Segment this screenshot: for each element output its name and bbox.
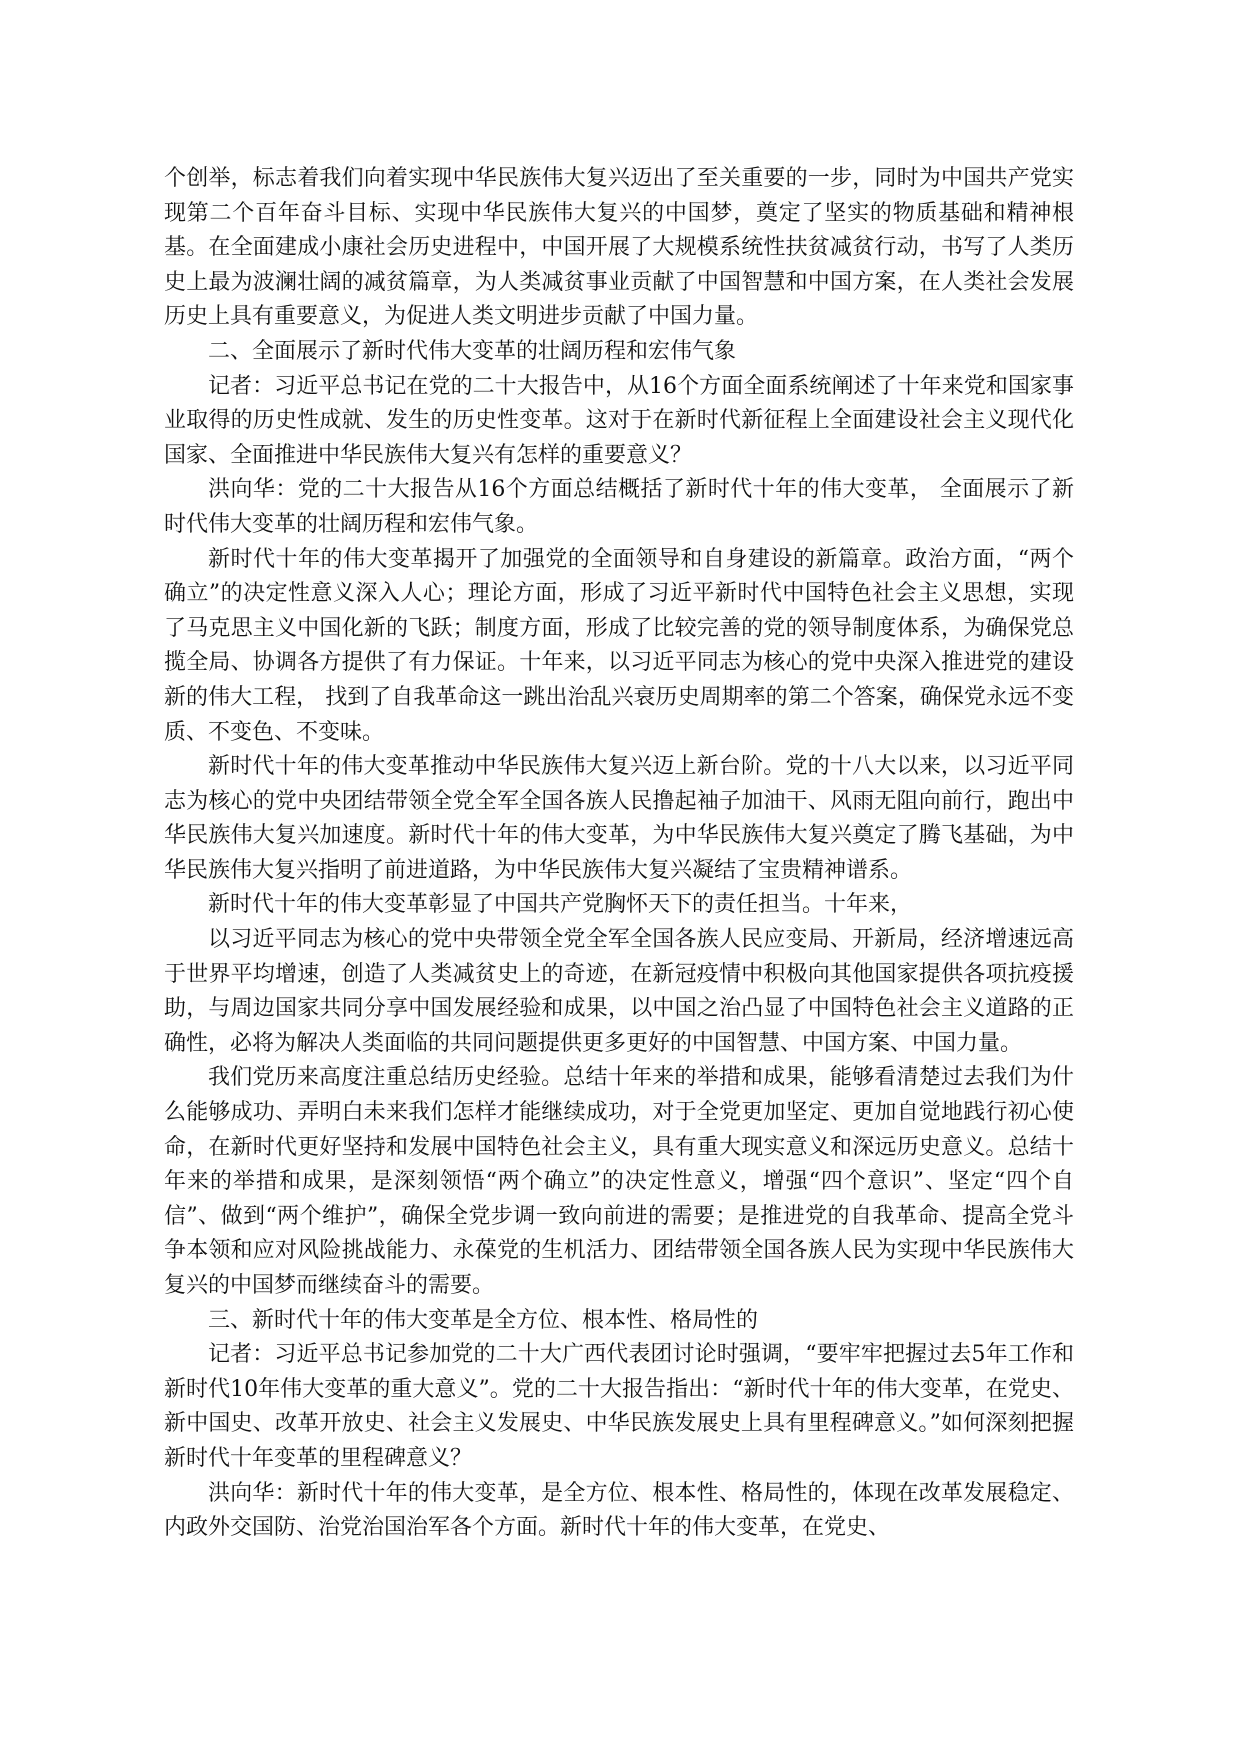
paragraph: 我们党历来高度注重总结历史经验。总结十年来的举措和成果，能够看清楚过去我们为什么能够成功、弄明白未来我们怎样才能继续成功，对于全党更加坚定、更加自觉地践行初心使命，在新时代更好坚持和发展中国特色社会主义，具有重大现实意义和深远历史意义。总结十年来的举措和成果，是深刻领悟“两个确立”的决定性意义，增强“四个意识”、坚定“四个自信”、做到“两个维护”，确保全党步调一致向前进的需要；是推进党的自我革命、提高全党斗争本领和应对风险挑战能力、永葆党的生机活力、团结带领全国各族人民为实现中华民族伟大复兴的中国梦而继续奋斗的需要。	[164, 1065, 1074, 1298]
paragraph: 洪向华：新时代十年的伟大变革，是全方位、根本性、格局性的，体现在改革发展稳定、内政外交国防、治党治国治军各个方面。新时代十年的伟大变革，在党史、	[164, 1480, 1074, 1541]
paragraph: 新时代十年的伟大变革彰显了中国共产党胸怀天下的责任担当。十年来，	[208, 892, 913, 918]
document-page	[164, 162, 1074, 1546]
paragraph: 洪向华：党的二十大报告从16个方面总结概括了新时代十年的伟大变革， 全面展示了新时代伟大变革的壮阔历程和宏伟气象。	[164, 477, 1074, 537]
section-heading: 二、全面展示了新时代伟大变革的壮阔历程和宏伟气象	[208, 338, 737, 364]
paragraph: 新时代十年的伟大变革推动中华民族伟大复兴迈上新台阶。党的十八大以来，以习近平同志为核心的党中央团结带领全党全军全国各族人民撸起袖子加油干、风雨无阻向前行，跑出中华民族伟大复兴加速度。新时代十年的伟大变革，为中华民族伟大复兴奠定了腾飞基础，为中华民族伟大复兴指明了前进道路，为中华民族伟大复兴凝结了宝贵精神谱系。	[164, 754, 1074, 883]
paragraph: 以习近平同志为核心的党中央带领全党全军全国各族人民应变局、开新局，经济增速远高于世界平均增速，创造了人类减贫史上的奇迹，在新冠疫情中积极向其他国家提供各项抗疫援助，与周边国家共同分享中国发展经验和成果，以中国之治凸显了中国特色社会主义道路的正确性，必将为解决人类面临的共同问题提供更多更好的中国智慧、中国方案、中国力量。	[164, 927, 1074, 1056]
paragraph: 记者：习近平总书记在党的二十大报告中，从16个方面全面系统阐述了十年来党和国家事业取得的历史性成就、发生的历史性变革。这对于在新时代新征程上全面建设社会主义现代化国家、全面推进中华民族伟大复兴有怎样的重要意义？	[164, 373, 1074, 468]
section-heading: 三、新时代十年的伟大变革是全方位、根本性、格局性的	[208, 1307, 759, 1333]
paragraph: 个创举，标志着我们向着实现中华民族伟大复兴迈出了至关重要的一步，同时为中国共产党实现第二个百年奋斗目标、实现中华民族伟大复兴的中国梦，奠定了坚实的物质基础和精神根基。在全面建成小康社会历史进程中，中国开展了大规模系统性扶贫减贫行动，书写了人类历史上最为波澜壮阔的减贫篇章，为人类减贫事业贡献了中国智慧和中国方案，在人类社会发展历史上具有重要意义，为促进人类文明进步贡献了中国力量。	[164, 166, 1074, 330]
paragraph: 记者：习近平总书记参加党的二十大广西代表团讨论时强调，“要牢牢把握过去5年工作和新时代10年伟大变革的重大意义”。党的二十大报告指出：“新时代十年的伟大变革，在党史、新中国史、改革开放史、社会主义发展史、中华民族发展史上具有里程碑意义。”如何深刻把握新时代十年变革的里程碑意义？	[164, 1342, 1074, 1471]
paragraph: 新时代十年的伟大变革揭开了加强党的全面领导和自身建设的新篇章。政治方面，“两个确立”的决定性意义深入人心；理论方面，形成了习近平新时代中国特色社会主义思想，实现了马克思主义中国化新的飞跃；制度方面，形成了比较完善的党的领导制度体系，为确保党总揽全局、协调各方提供了有力保证。十年来，以习近平同志为核心的党中央深入推进党的建设新的伟大工程， 找到了自我革命这一跳出治乱兴衰历史周期率的第二个答案，确保党永远不变质、不变色、不变味。	[164, 546, 1074, 745]
